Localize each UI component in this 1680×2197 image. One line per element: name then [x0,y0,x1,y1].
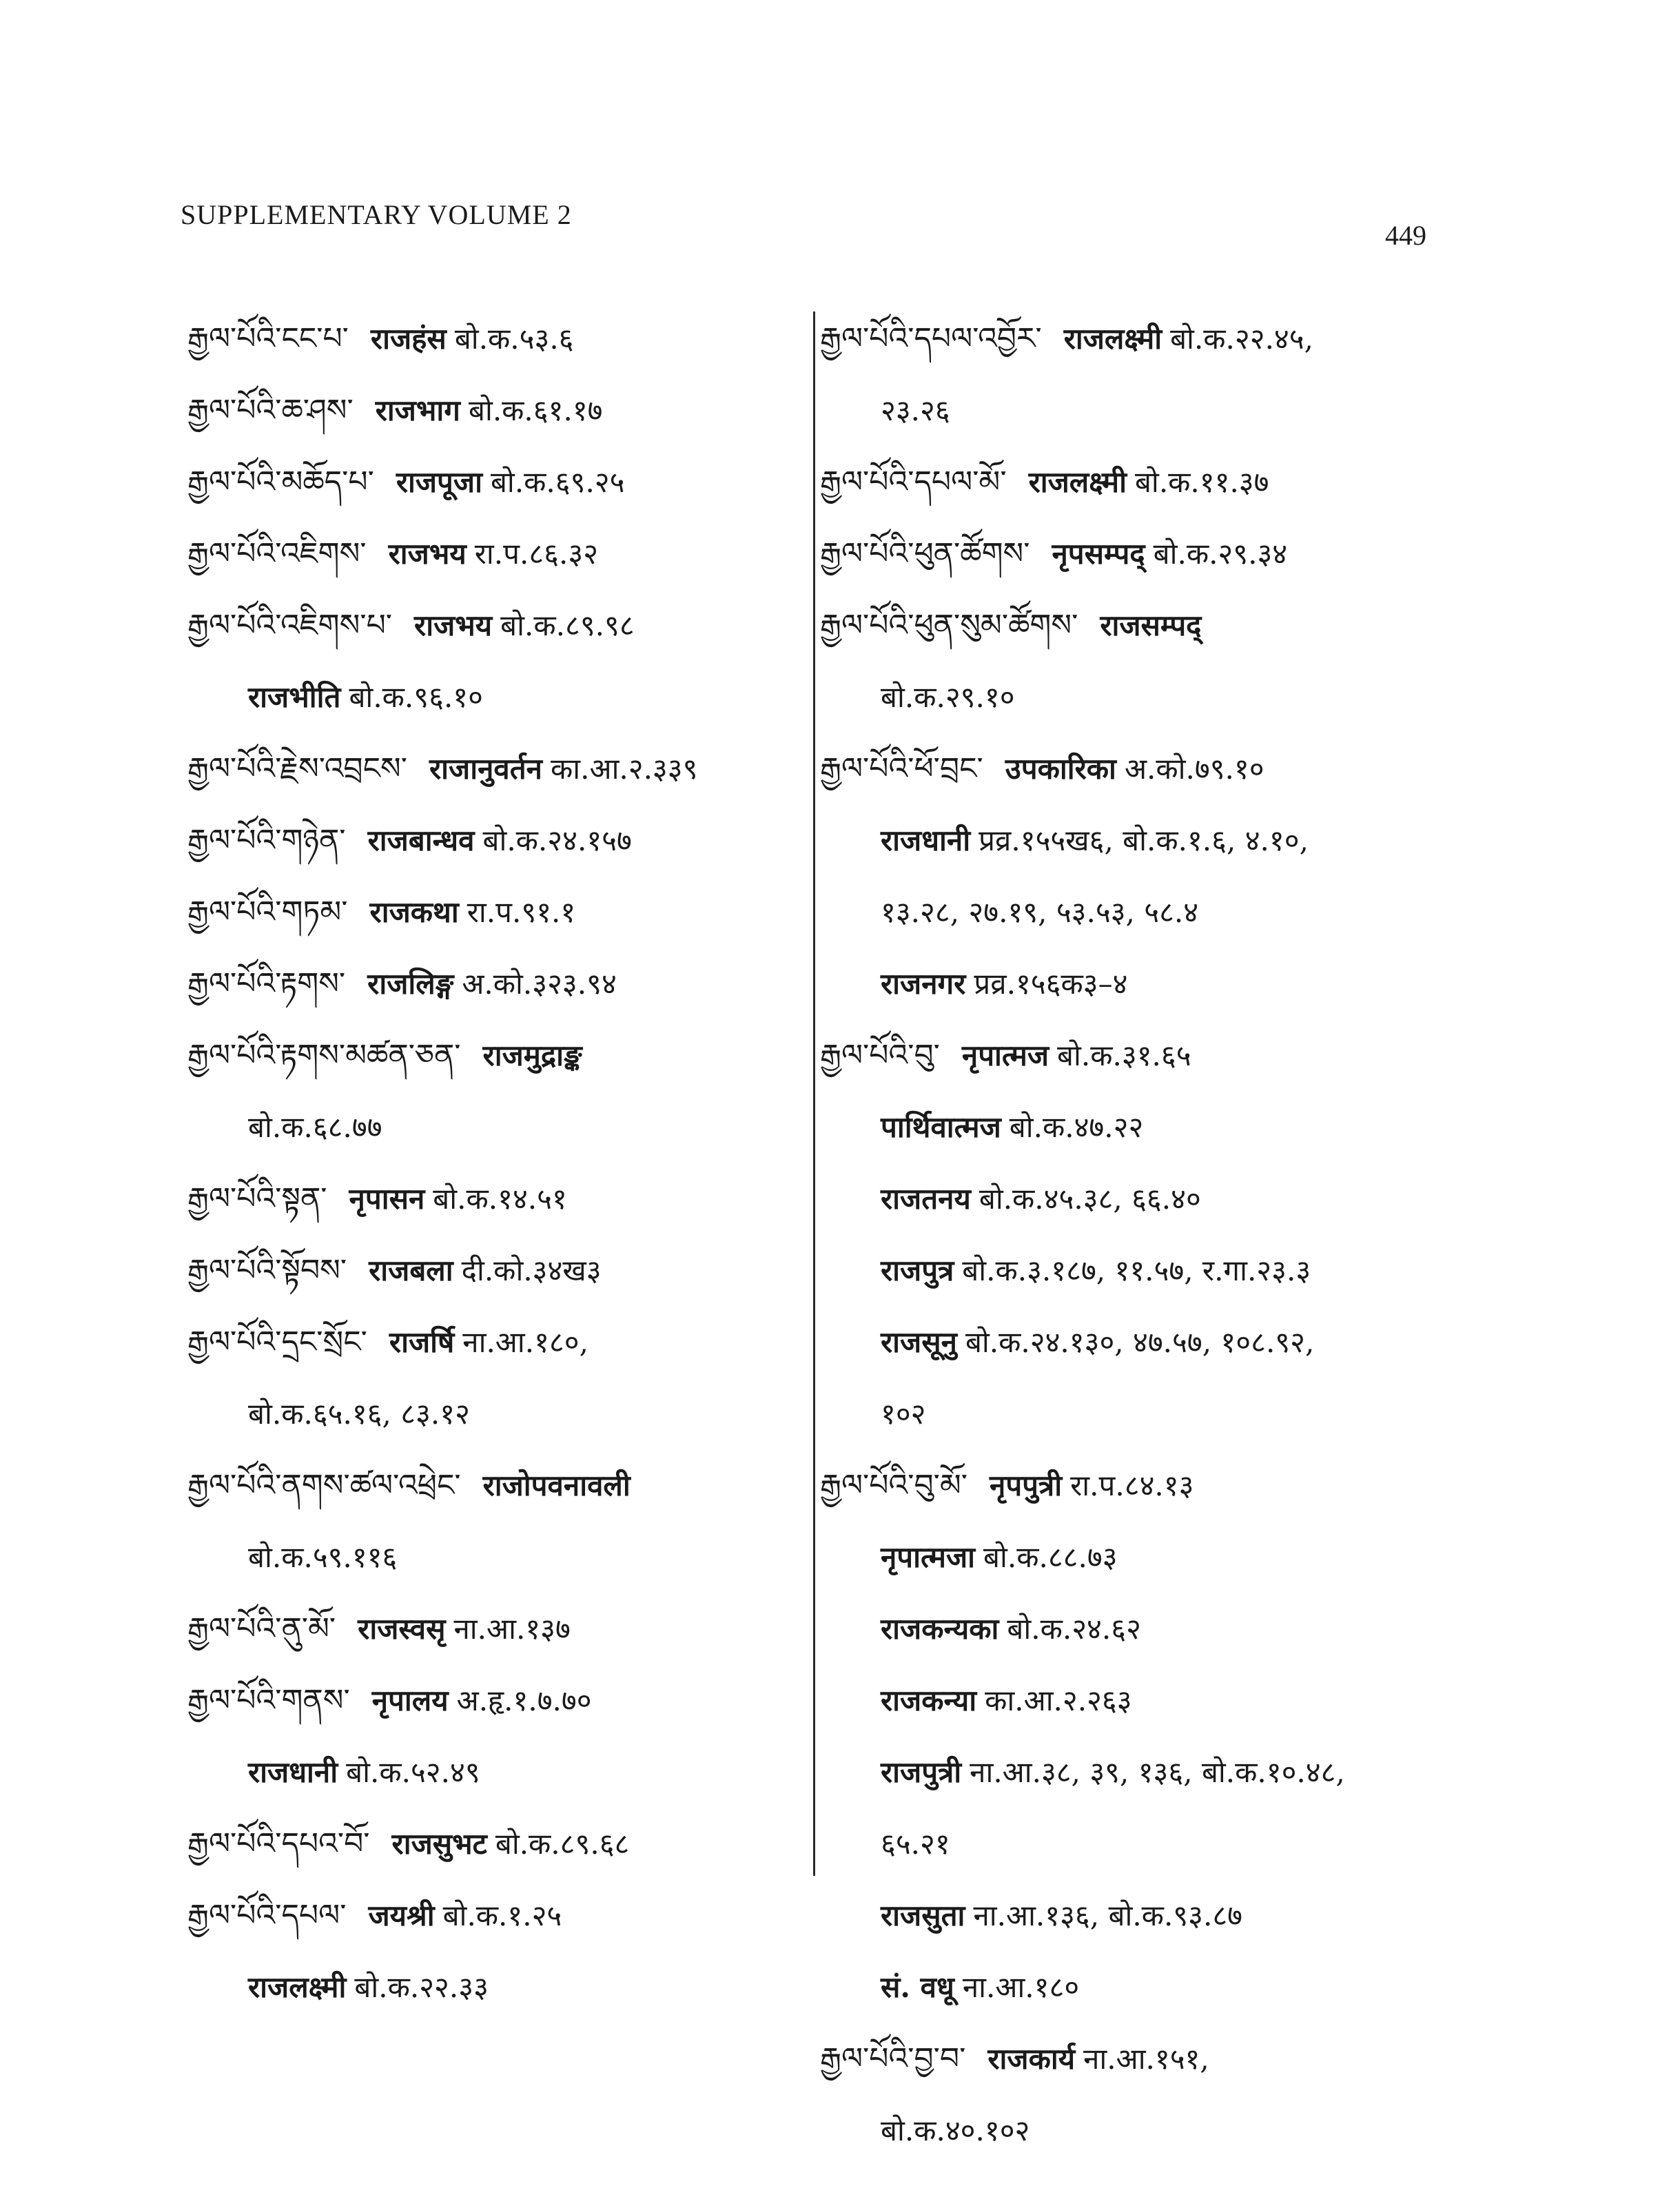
entry-continuation [820,877,1509,948]
entry-continuation [820,2095,1509,2167]
source-reference: प्रव्र.१५५ख६, बो.क.१.६, ४.१०, [979,824,1309,857]
source-reference: बो.क.२४.६२ [1007,1612,1141,1646]
sanskrit-equivalent: नृपासन [349,1182,425,1216]
source-reference: बो.क.५२.४९ [346,1755,480,1789]
dictionary-entry [820,590,1509,662]
sanskrit-equivalent: राजानुवर्तन [429,752,542,786]
sanskrit-equivalent: राजबला [369,1254,453,1287]
tibetan-headword: རྒྱལ་པོའི་ངང་པ་ [187,321,349,356]
source-reference: ना.आ.३८, ३९, १३६, बो.क.१०.४८, [970,1755,1345,1789]
source-reference: बो.क.२२.४५, [1170,322,1313,356]
source-reference: बो.क.४५.३८, ६६.४० [979,1182,1201,1216]
tibetan-headword: རྒྱལ་པོའི་མཆོད་པ་ [187,464,374,500]
dictionary-entry [187,447,794,518]
source-reference: बो.क.५३.६ [454,322,574,356]
sanskrit-equivalent: राजभीति [248,680,341,714]
tibetan-headword: རྒྱལ་པོའི་དཔའ་བོ་ [187,1826,370,1861]
source-reference: अ.हृ.१.७.७० [456,1684,592,1717]
entry-continuation [187,1522,794,1593]
sanskrit-equivalent: राजधानी [248,1755,338,1789]
dictionary-entry [820,303,1509,375]
source-reference: ना.आ.१३७ [453,1612,571,1646]
source-reference: बो.क.६१.१७ [468,394,603,427]
sanskrit-equivalent: पार्थिवात्मज [881,1110,1001,1144]
dictionary-entry [187,1020,794,1092]
source-reference: बो.क.२२.३३ [354,1970,489,2004]
dictionary-entry [187,1235,794,1307]
dictionary-entry [820,518,1509,590]
entry-continuation [820,1092,1509,1163]
entry-continuation [187,1092,794,1163]
dictionary-entry [187,518,794,590]
tibetan-headword: རྒྱལ་པོའི་སྟོབས་ [187,1253,347,1288]
sanskrit-equivalent: राजभाग [375,394,460,427]
entry-continuation [820,662,1509,733]
entry-continuation [820,1952,1509,2023]
source-reference: का.आ.२.३३९ [550,752,698,786]
source-reference: ६५.२१ [881,1827,950,1861]
tibetan-headword: རྒྱལ་པོའི་བྱ་བ་ [820,2041,966,2076]
dictionary-entry [187,1665,794,1737]
tibetan-headword: རྒྱལ་པོའི་ཕུན་སུམ་ཚོགས་ [820,608,1078,643]
source-reference: रा.प.९१.१ [467,895,576,929]
source-reference: बो.क.८९.६८ [495,1827,630,1861]
source-reference: दी.को.३४ख३ [461,1254,602,1287]
sanskrit-equivalent: राजस्वसृ [358,1612,446,1646]
dictionary-entry [187,1880,794,1952]
sanskrit-equivalent: उपकारिका [1005,752,1116,786]
source-reference: अ.को.३२३.९४ [462,967,617,1001]
entry-continuation [820,1163,1509,1235]
sanskrit-equivalent: राजोपवनावली [482,1469,631,1502]
tibetan-headword: རྒྱལ་པོའི་གནས་ [187,1683,350,1718]
sanskrit-equivalent: राजभय [414,609,493,642]
sanskrit-equivalent: राजलिङ्ग [367,967,454,1001]
sanskrit-equivalent: राजधानी [881,824,971,857]
sanskrit-equivalent: नृपसम्पद् [1052,537,1145,571]
tibetan-headword: རྒྱལ་པོའི་རྟགས་མཚན་ཅན་ [187,1038,461,1073]
source-reference: बो.क.५९.११६ [248,1540,398,1574]
source-reference: प्रव्र.१५६क३–४ [974,967,1128,1001]
entry-continuation [820,1880,1509,1952]
sanskrit-equivalent: राजर्षि [389,1325,455,1359]
sanskrit-equivalent: राजनगर [881,967,966,1001]
sanskrit-equivalent: राजकन्या [881,1684,977,1717]
source-reference: बो.क.३.१८७, ११.५७, र.गा.२३.३ [962,1254,1311,1287]
sanskrit-equivalent: राजलक्ष्मी [1063,322,1162,356]
sanskrit-equivalent: राजमुद्राङ्क [482,1039,582,1072]
entry-continuation [820,1737,1509,1808]
tibetan-headword: རྒྱལ་པོའི་ཕོ་བྲང་ [820,751,983,786]
tibetan-headword: རྒྱལ་པོའི་རྟགས་ [187,966,346,1001]
sanskrit-equivalent: राजभय [388,537,467,571]
entry-continuation [187,1952,794,2023]
entry-continuation [187,1737,794,1808]
dictionary-entry [187,590,794,662]
dictionary-entry [820,2023,1509,2095]
dictionary-entry [187,877,794,948]
sanskrit-equivalent: नृपात्मजा [881,1540,976,1574]
tibetan-headword: རྒྱལ་པོའི་དཔལ་མོ་ [820,464,1007,500]
entry-continuation [820,1593,1509,1665]
source-reference: रा.प.८४.१३ [1070,1469,1194,1502]
tibetan-headword: རྒྱལ་པོའི་བུ་མོ་ [820,1468,968,1503]
sanskrit-equivalent: राजलक्ष्मी [248,1970,347,2004]
dictionary-entry [820,1020,1509,1092]
tibetan-headword: རྒྱལ་པོའི་གཏམ་ [187,895,348,930]
dictionary-entry [187,1307,794,1378]
source-reference: बो.क.१.२५ [442,1899,562,1932]
tibetan-headword: རྒྱལ་པོའི་གཉེན་ [187,823,346,858]
source-reference: १०२ [881,1397,926,1431]
tibetan-headword: རྒྱལ་པོའི་རྗེས་འབྲངས་ [187,751,407,786]
source-reference: बो.क.२४.१५७ [482,824,632,857]
entry-continuation [820,1665,1509,1737]
source-reference: बो.क.२४.१३०, ४७.५७, १०८.९२, [965,1325,1315,1359]
sanskrit-equivalent: राजसूनु [881,1325,957,1359]
sanskrit-equivalent: जयश्री [368,1899,435,1932]
source-reference: का.आ.२.२६३ [985,1684,1132,1717]
source-reference: ना.आ.१३६, बो.क.९३.८७ [973,1899,1242,1932]
dictionary-entry [187,948,794,1020]
running-header: SUPPLEMENTARY VOLUME 2 [181,199,572,230]
sanskrit-equivalent: राजपुत्र [881,1254,954,1287]
tibetan-headword: རྒྱལ་པོའི་ཕུན་ཚོགས་ [820,536,1030,571]
sanskrit-equivalent: सं. वधू [881,1970,954,2004]
sanskrit-equivalent: राजकार्य [987,2042,1076,2076]
tibetan-headword: རྒྱལ་པོའི་འཇིགས་ [187,536,367,571]
source-reference: बो.क.२९.१० [881,680,1015,714]
dictionary-entry [187,733,794,805]
source-reference: ना.आ.१८० [962,1970,1080,2004]
sanskrit-equivalent: नृपात्मज [961,1039,1049,1072]
tibetan-headword: རྒྱལ་པོའི་དཔལ་ [187,1898,347,1933]
entry-continuation [820,948,1509,1020]
source-reference: बो.क.११.३७ [1134,465,1269,499]
sanskrit-equivalent: नृपालय [371,1684,449,1717]
sanskrit-equivalent: राजकन्यका [881,1612,999,1646]
source-reference: बो.क.८९.९८ [500,609,635,642]
source-reference: बो.क.६८.७७ [248,1110,382,1144]
source-reference: बो.क.८८.७३ [983,1540,1118,1574]
sanskrit-equivalent: नृपपुत्री [990,1469,1063,1502]
dictionary-entry [187,303,794,375]
entry-continuation [820,1522,1509,1593]
entry-continuation [820,1235,1509,1307]
tibetan-headword: རྒྱལ་པོའི་དཔལ་འབྱོར་ [820,321,1042,356]
dictionary-entry [187,1593,794,1665]
tibetan-headword: རྒྱལ་པོའི་སྟན་ [187,1181,327,1216]
source-reference: बो.क.४०.१०२ [881,2114,1030,2147]
dictionary-entry [187,805,794,877]
entry-continuation [820,1378,1509,1450]
source-reference: रा.प.८६.३२ [474,537,599,571]
source-reference: अ.को.७९.१० [1124,752,1264,786]
source-reference: बो.क.३१.६५ [1057,1039,1191,1072]
source-reference: बो.क.४७.२२ [1009,1110,1144,1144]
entry-continuation [187,662,794,733]
sanskrit-equivalent: राजहंस [370,322,447,356]
sanskrit-equivalent: राजपुत्री [881,1755,962,1789]
dictionary-entry [187,1808,794,1880]
column-divider [813,311,815,1876]
page-number: 449 [1385,220,1426,251]
source-reference: ना.आ.१८०, [462,1325,588,1359]
tibetan-headword: རྒྱལ་པོའི་ནུ་མོ་ [187,1611,336,1646]
dictionary-entry [187,375,794,447]
dictionary-entry [820,1450,1509,1522]
source-reference: बो.क.६५.१६, ८३.१२ [248,1397,470,1431]
dictionary-entry [820,733,1509,805]
entry-continuation [820,375,1509,447]
right-column [820,303,1509,2167]
entry-continuation [820,1307,1509,1378]
source-reference: बो.क.१४.५१ [433,1182,567,1216]
dictionary-entry [820,447,1509,518]
dictionary-entry [187,1163,794,1235]
tibetan-headword: རྒྱལ་པོའི་ཆ་ཤས་ [187,393,354,428]
sanskrit-equivalent: राजकथा [369,895,459,929]
sanskrit-equivalent: राजसम्पद् [1100,609,1202,642]
entry-continuation [820,1808,1509,1880]
left-column [187,303,794,2023]
sanskrit-equivalent: राजलक्ष्मी [1028,465,1127,499]
sanskrit-equivalent: राजबान्धव [367,824,475,857]
sanskrit-equivalent: राजसुता [881,1899,965,1932]
source-reference: १३.२८, २७.१९, ५३.५३, ५८.४ [881,895,1199,929]
tibetan-headword: རྒྱལ་པོའི་བུ་ [820,1038,940,1073]
source-reference: बो.क.६९.२५ [490,465,625,499]
source-reference: बो.क.९६.१० [349,680,483,714]
tibetan-headword: རྒྱལ་པོའི་འཇིགས་པ་ [187,608,393,643]
dictionary-entry [187,1450,794,1522]
sanskrit-equivalent: राजतनय [881,1182,971,1216]
entry-continuation [820,805,1509,877]
tibetan-headword: རྒྱལ་པོའི་དྲང་སྲོང་ [187,1325,367,1360]
entry-continuation [187,1378,794,1450]
source-reference: बो.क.२९.३४ [1153,537,1288,571]
sanskrit-equivalent: राजपूजा [396,465,482,499]
tibetan-headword: རྒྱལ་པོའི་ནགས་ཚལ་འཕྲེང་ [187,1468,461,1503]
source-reference: २३.२६ [881,394,950,427]
sanskrit-equivalent: राजसुभट [391,1827,487,1861]
source-reference: ना.आ.१५१, [1083,2042,1209,2076]
